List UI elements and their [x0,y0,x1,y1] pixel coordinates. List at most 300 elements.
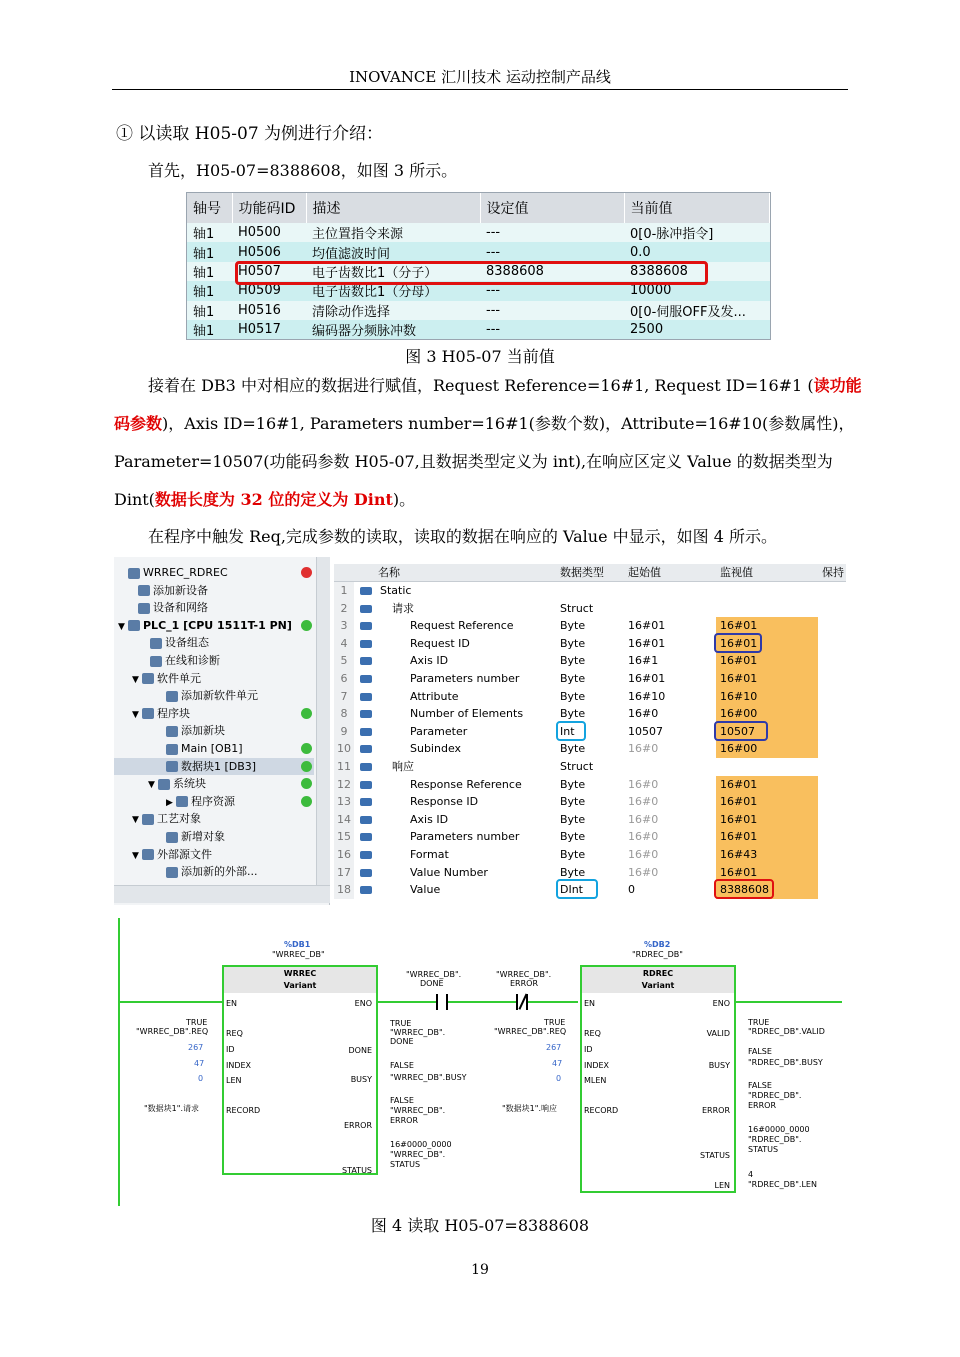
tree-item[interactable] [114,740,314,758]
tree-item-label: 设备组态 [165,636,209,650]
table-row[interactable] [187,301,770,320]
emphasis-text: 码参数 [114,414,163,433]
tree-item[interactable] [114,846,314,864]
db-name: "RDREC_DB" [632,950,683,959]
tree-item-label: 添加新设备 [153,583,208,597]
table-row[interactable] [187,320,770,339]
input-variable: "WRREC_DB".REQ [136,1027,209,1036]
variable-name: Static [380,584,412,597]
table-cell: 清除动作选择 [306,301,480,320]
pin-label: REQ [584,1029,601,1038]
block-icon [166,744,178,755]
row-number: 17 [334,864,354,882]
column-header: 设定值 [480,193,624,223]
text-run: Dint( [114,490,155,509]
row-number: 9 [334,723,354,741]
table-cell: 2500 [624,320,770,339]
add-icon [166,726,178,737]
tree-item[interactable] [114,793,314,811]
table-row[interactable] [334,688,846,706]
row-number: 8 [334,705,354,723]
variable-icon [360,869,372,877]
output-variable: "RDREC_DB".BUSY [748,1058,823,1067]
output-variable: STATUS [748,1145,779,1154]
data-type: Byte [560,848,586,861]
table-cell: 主位置指令来源 [306,223,480,242]
tree-item-label: 软件单元 [157,671,201,685]
column-header: 监视值 [720,566,753,579]
block-header [582,967,734,993]
pin-eno: ENO [354,999,372,1008]
pin-label: BUSY [350,1075,372,1084]
start-value: 16#0 [628,812,659,826]
output-value: 4 [748,1170,754,1179]
data-type: Byte [560,619,586,633]
start-value: 0 [628,883,635,897]
table-row[interactable] [334,635,846,653]
column-header: 功能码ID [232,193,306,223]
variable-name: 响应 [392,760,414,773]
variable-name: Response ID [410,795,479,809]
tree-item[interactable] [114,634,314,652]
tree-item[interactable] [114,722,314,740]
tree-item-label: 新增对象 [181,830,225,843]
tree-item-label: 添加新的外部... [181,865,258,879]
tree-arrow: ▼ [132,815,139,826]
table-cell: H0500 [232,223,306,242]
variable-icon [360,763,372,771]
output-variable: DONE [390,1037,414,1046]
tree-item[interactable] [114,670,314,688]
table-row[interactable] [334,705,846,723]
table-cell: 轴1 [187,281,232,300]
input-variable: "WRREC_DB".REQ [494,1027,567,1036]
data-type: DInt [560,883,583,897]
monitor-value: 16#01 [716,864,818,882]
output-variable: "WRREC_DB". [390,1106,446,1115]
data-type: Int [560,724,575,738]
tree-item-label: 添加新块 [181,724,225,738]
output-variable: ERROR [390,1116,419,1125]
variable-icon [360,693,372,701]
tree-item-label: 添加新软件单元 [181,689,258,703]
db-address: %DB2 [644,940,671,949]
parameter-table-figure [186,192,771,340]
tree-item-label: 外部源文件 [157,847,212,861]
pin-label: DONE [348,1046,372,1055]
monitor-value: 16#01 [716,828,818,846]
table-row[interactable] [334,811,846,829]
add-icon [166,691,178,702]
tree-arrow: ▼ [132,850,139,861]
horizontal-scrollbar[interactable] [114,885,330,903]
table-cell: H0507 [232,262,306,281]
data-type: Byte [560,707,586,721]
section-title: ① 以读取 H05-07 为例进行介绍： [116,124,384,144]
status-ok-icon [301,620,312,631]
pin-label: INDEX [584,1061,610,1070]
table-cell: H0506 [232,242,306,261]
variable-name: Format [410,848,449,861]
tree-item[interactable] [114,828,314,846]
variable-name: Subindex [410,742,462,756]
tree-item-label: Main [OB1] [181,742,243,755]
row-number: 2 [334,600,354,618]
table-cell: 8388608 [480,262,624,281]
tree-item-selected[interactable] [114,758,314,776]
data-type: Byte [560,865,586,879]
variable-icon [360,657,372,665]
pin-en: EN [226,999,238,1008]
start-value: 16#0 [628,795,659,809]
table-cell: 轴1 [187,262,232,281]
output-value: TRUE [748,1018,770,1027]
tree-arrow: ▼ [118,621,125,632]
table-row[interactable] [334,617,846,635]
tree-item-label: WRREC_RDREC [143,566,228,579]
variable-icon [360,710,372,718]
table-row[interactable] [334,758,846,776]
output-value: FALSE [390,1061,414,1070]
variable-icon [360,728,372,736]
tree-item[interactable] [114,705,314,723]
row-number: 5 [334,652,354,670]
variable-icon [360,587,372,595]
monitor-value: 16#43 [716,846,818,864]
input-variable: "数据块1".请求 [144,1104,199,1113]
data-block-grid [334,557,846,905]
body-paragraph [114,414,855,434]
table-cell: --- [480,320,624,339]
table-cell: 0[0-脉冲指令] [624,223,770,242]
db-address: %DB1 [284,940,311,949]
monitor-value: 16#01 [716,811,818,829]
pin-label: REQ [226,1029,243,1038]
pin-label: RECORD [226,1106,261,1115]
add-icon [166,832,178,843]
body-paragraph: Parameter=10507(功能码参数 H05-07,且数据类型定义为 int),在响应区定义 Value 的数据类型为 [114,452,833,471]
output-variable: "WRREC_DB". [390,1150,446,1159]
status-ok-icon [301,761,312,772]
tree-arrow: ▼ [148,780,155,791]
data-type: Byte [560,742,586,756]
row-number: 14 [334,811,354,829]
header-divider [112,89,848,90]
variable-name: Attribute [410,689,459,703]
pin-label: MLEN [584,1076,607,1085]
variable-icon [360,622,372,630]
tree-item[interactable] [114,582,314,600]
page-number: 19 [471,1262,489,1278]
tree-item[interactable] [114,564,314,582]
tree-item[interactable] [114,810,314,828]
row-number: 6 [334,670,354,688]
tree-item-label: 系统块 [173,777,206,791]
data-type: Byte [560,672,586,685]
row-number: 13 [334,793,354,811]
input-variable: "数据块1".响应 [502,1104,557,1113]
variable-name: Axis ID [410,654,449,668]
column-header: 起始值 [628,566,661,579]
figure-caption: 图 3 H05-07 当前值 [405,347,555,366]
table-row[interactable] [334,793,846,811]
table-cell: 轴1 [187,301,232,320]
input-value: 267 [546,1043,562,1052]
tree-arrow: ▼ [132,709,139,720]
rdrec-block[interactable] [580,965,736,1193]
pin-label: ERROR [701,1106,730,1115]
start-value: 16#0 [628,742,659,756]
block-title: RDREC [642,969,674,978]
emphasis-text: 数据长度为 32 位的定义为 Dint [154,490,393,509]
grid-header [334,564,846,582]
monitor-value: 16#00 [716,740,818,758]
output-variable: STATUS [390,1160,421,1169]
pin-label: BUSY [708,1061,730,1070]
data-type: Byte [560,830,586,844]
contact-label: ERROR [510,979,539,988]
variable-name: Number of Elements [410,707,524,721]
output-value: 16#0000_0000 [390,1140,452,1149]
pin-en: EN [584,999,596,1008]
start-value: 16#1 [628,654,659,668]
tree-item-label: 工艺对象 [157,812,201,826]
tree-item[interactable] [114,775,314,793]
data-block-icon [166,761,178,772]
variable-icon [360,816,372,824]
table-row[interactable] [334,652,846,670]
table-cell: 0[0-伺服OFF及发... [624,301,770,320]
start-value: 16#0 [628,707,659,721]
variable-name: Value Number [410,865,488,879]
folder-icon [142,673,154,684]
pin-label: INDEX [226,1061,252,1070]
pin-label: ERROR [343,1121,372,1130]
status-ok-icon [301,708,312,719]
tree-arrow: ▼ [132,674,139,685]
tree-item-label: PLC_1 [CPU 1511T-1 PN] [143,618,292,632]
body-paragraph [114,490,415,510]
contact-label: DONE [420,979,444,988]
table-row[interactable] [334,828,846,846]
data-type: Byte [560,636,586,650]
vertical-scrollbar[interactable] [316,557,330,887]
output-value: FALSE [748,1081,772,1090]
tree-item-label: 设备和网络 [153,601,208,615]
row-number: 3 [334,617,354,635]
table-cell: 8388608 [624,262,770,281]
wrrec-block[interactable] [222,965,378,1175]
table-cell: --- [480,301,624,320]
start-value: 16#0 [628,830,659,844]
column-header: 当前值 [624,193,770,223]
row-number: 7 [334,688,354,706]
status-ok-icon [301,796,312,807]
table-cell: H0516 [232,301,306,320]
status-ok-icon [301,778,312,789]
contact-slash [518,993,527,1009]
table-row[interactable] [334,582,846,600]
variable-name: Request ID [410,636,470,650]
pin-eno: ENO [712,999,730,1008]
pin-label: STATUS [699,1151,730,1160]
table-row[interactable] [334,846,846,864]
row-number: 16 [334,846,354,864]
status-ok-icon [301,743,312,754]
nc-contact-icon[interactable] [516,994,528,1010]
output-variable: "RDREC_DB". [748,1135,802,1144]
contact-label: "WRREC_DB". [496,970,552,979]
power-rail [118,918,120,1206]
table-row[interactable] [334,723,846,741]
block-header [224,967,376,993]
folder-icon [142,814,154,825]
folder-icon [176,796,188,807]
column-header: 数据类型 [560,566,604,579]
input-value: TRUE [544,1018,566,1027]
table-cell: 轴1 [187,223,232,242]
output-value: FALSE [390,1096,414,1105]
input-value: 47 [194,1059,205,1068]
column-header: 轴号 [187,193,232,223]
column-header: 描述 [306,193,480,223]
figure-caption: 图 4 读取 H05-07=8388608 [370,1216,590,1235]
start-value: 16#10 [628,689,666,703]
start-value: 16#01 [628,672,666,685]
output-variable: "RDREC_DB". [748,1091,802,1100]
rung-line [118,1001,222,1003]
table-cell: --- [480,223,624,242]
tree-item[interactable] [114,863,314,881]
table-cell: H0509 [232,281,306,300]
no-contact-icon[interactable] [436,994,448,1010]
block-subtitle: Variant [283,981,317,990]
table-cell: --- [480,242,624,261]
folder-icon [142,849,154,860]
output-variable: ERROR [748,1101,777,1110]
data-type: Byte [560,812,586,826]
highlight-box [235,261,708,285]
table-row[interactable] [334,776,846,794]
config-icon [150,638,162,649]
table-cell: 0.0 [624,242,770,261]
ladder-diagram [114,918,846,1206]
start-value: 16#01 [628,619,666,633]
variable-name: Parameters number [410,830,520,844]
data-type: Struct [560,760,594,773]
input-value: 0 [556,1074,562,1083]
output-variable: "RDREC_DB".VALID [748,1027,825,1036]
add-icon [166,867,178,878]
tree-item-label: 程序资源 [191,794,235,808]
variable-icon [360,798,372,806]
table-cell: 编码器分频脉冲数 [306,320,480,339]
monitor-value: 16#01 [716,793,818,811]
monitor-value: 16#01 [716,617,818,635]
plc-icon [128,620,140,631]
network-icon [138,603,150,614]
tree-item[interactable] [114,599,314,617]
variable-name: 请求 [392,601,414,615]
output-value: 16#0000_0000 [748,1125,810,1134]
tree-item[interactable] [114,617,314,635]
output-value: TRUE [390,1019,412,1028]
table-cell: 轴1 [187,320,232,339]
table-cell: 电子齿数比1（分子） [306,262,480,281]
tree-item[interactable] [114,687,314,705]
input-value: 47 [552,1059,563,1068]
tree-item[interactable] [114,652,314,670]
pin-label: LEN [226,1076,242,1085]
start-value: 16#0 [628,865,659,879]
variable-icon [360,745,372,753]
variable-name: Response Reference [410,777,522,791]
body-paragraph: 在程序中触发 Req,完成参数的读取，读取的数据在响应的 Value 中显示，如图 4 所示。 [148,527,777,546]
input-value: 267 [188,1043,204,1052]
table-cell: 均值滤波时间 [306,242,480,261]
column-header: 名称 [378,566,400,579]
folder-icon [128,568,140,579]
variable-icon [360,833,372,841]
rung-line [734,1001,842,1003]
variable-name: Request Reference [410,619,514,633]
variable-name: Value [410,883,441,897]
pin-label: ID [226,1045,235,1054]
table-row[interactable] [334,600,846,618]
row-number: 12 [334,776,354,794]
tree-item-label: 程序块 [157,706,190,720]
monitor-value: 16#01 [716,635,818,653]
output-value: FALSE [748,1047,772,1056]
pin-label: ID [584,1045,593,1054]
data-type: Byte [560,689,586,703]
data-type: Byte [560,795,586,809]
variable-icon [360,675,372,683]
variable-name: Parameter [410,724,468,738]
error-status-icon [301,567,312,578]
pin-label: STATUS [341,1166,372,1175]
highlight-box [714,633,762,653]
db-name: "WRREC_DB" [272,950,325,959]
row-number: 15 [334,828,354,846]
tia-screenshot [114,557,846,905]
project-tree [114,557,330,905]
highlight-box [714,721,768,741]
table-row[interactable] [187,242,770,261]
add-device-icon [138,585,150,596]
table-cell: 10000 [624,281,770,300]
row-number: 4 [334,635,354,653]
body-paragraph [148,376,862,396]
variable-icon [360,640,372,648]
table-row[interactable] [334,670,846,688]
start-value: 16#0 [628,777,659,791]
table-cell: --- [480,281,624,300]
data-type: Byte [560,777,586,791]
column-header: 保持 [822,566,844,579]
block-title: WRREC [283,969,317,978]
start-value: 10507 [628,724,663,738]
emphasis-text: 读功能 [813,376,862,395]
data-type: Byte [560,654,586,668]
monitor-value: 16#10 [716,688,818,706]
table-row[interactable] [334,740,846,758]
monitor-value: 16#01 [716,776,818,794]
block-subtitle: Variant [641,981,675,990]
start-value: 16#0 [628,848,659,861]
table-row[interactable] [187,223,770,242]
monitor-value: 16#01 [716,652,818,670]
